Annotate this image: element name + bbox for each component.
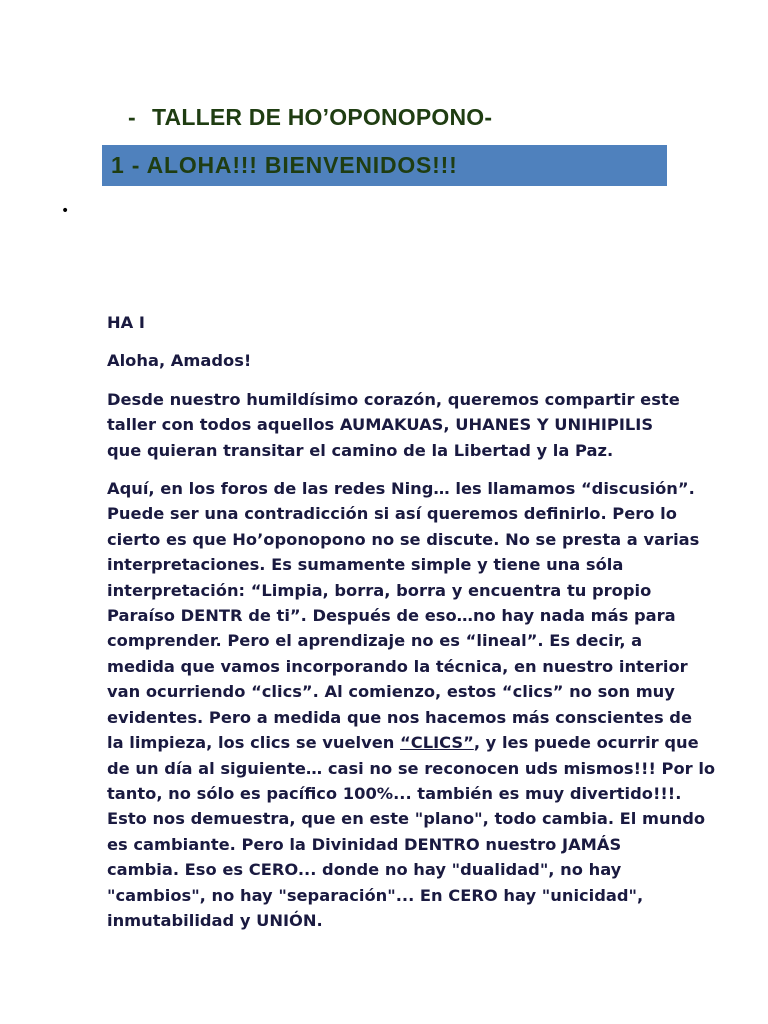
text-line: medida que vamos incorporando la técnica, en nuestro interior (107, 656, 688, 676)
document-body (107, 310, 716, 946)
text-line: Puede ser una contradicción si así queremos definirlo. Pero lo (107, 504, 677, 524)
text-line: cierto es que Ho’oponopono no se discute. No se presta a varias (107, 529, 700, 549)
text-line: cambia. Eso es CERO... donde no hay "dualidad", no hay (107, 860, 622, 880)
title-text: TALLER DE HO’OPONOPONO- (152, 104, 493, 130)
text-segment: la limpieza, los clics se vuelven (107, 733, 401, 753)
text-line: comprender. Pero el aprendizaje no es “lineal”. Es decir, a (107, 631, 643, 651)
banner-heading: 1 - ALOHA!!! BIENVENIDOS!!! (111, 152, 458, 178)
text-line: que quieran transitar el camino de la Libertad y la Paz. (107, 440, 614, 460)
text-line: interpretaciones. Es sumamente simple y tiene una sóla (107, 555, 624, 575)
text-line-with-emphasis (107, 730, 699, 755)
text-line: Paraíso DENTR de ti”. Después de eso…no hay nada más para (107, 606, 676, 626)
text-line: evidentes. Pero a medida que nos hacemos más conscientes de (107, 707, 693, 727)
text-line: Aquí, en los foros de las redes Ning… les llamamos “discusión”. (107, 479, 695, 499)
title-dash: - (128, 104, 136, 130)
text-line: tanto, no sólo es pacífico 100%... también es muy divertido!!!. (107, 783, 682, 803)
text-line: van ocurriendo “clics”. Al comienzo, estos “clics” no son muy (107, 682, 675, 702)
text-line: Aloha, Amados! (107, 351, 252, 371)
text-line: es cambiante. Pero la Divinidad DENTRO nuestro JAMÁS (107, 834, 622, 854)
clics-emphasis: “CLICS” (400, 733, 474, 753)
bullet-mark: • (61, 203, 70, 219)
text-segment: , y les puede ocurrir que (473, 733, 699, 753)
text-line: Esto nos demuestra, que en este "plano", todo cambia. El mundo (107, 809, 706, 829)
text-line: Desde nuestro humildísimo corazón, queremos compartir este (107, 389, 680, 409)
paragraph-salutation (107, 348, 677, 373)
document-title (128, 104, 492, 131)
text-line: taller con todos aquellos AUMAKUAS, UHANES Y UNIHIPILIS (107, 415, 654, 435)
text-line: interpretación: “Limpia, borra, borra y encuentra tu propio (107, 580, 652, 600)
section-banner (102, 145, 667, 186)
text-line: HA I (107, 313, 145, 332)
paragraph-main (107, 476, 716, 933)
text-line: inmutabilidad y UNIÓN. (107, 910, 323, 930)
paragraph-greeting-title (107, 310, 677, 335)
paragraph-intro (107, 387, 680, 463)
text-line: de un día al siguiente… casi no se reconocen uds mismos!!! Por lo (107, 758, 716, 778)
text-line: "cambios", no hay "separación"... En CERO hay "unicidad", (107, 885, 644, 905)
